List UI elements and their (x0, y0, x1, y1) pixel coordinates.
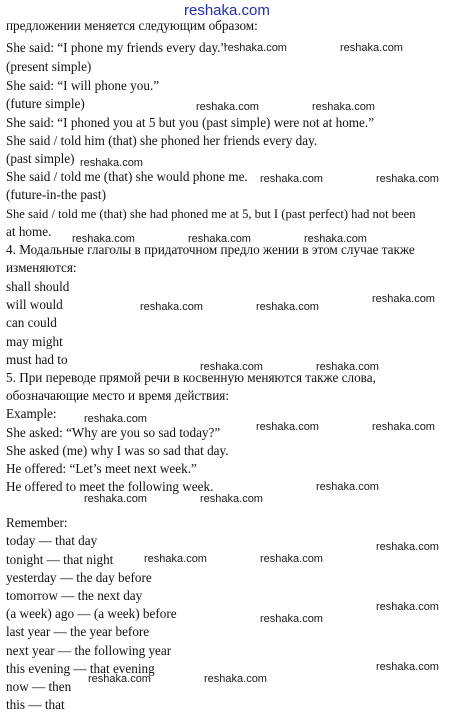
watermark: reshaka.com (84, 413, 147, 425)
watermark: reshaka.com (304, 233, 367, 245)
text-line: (future-in-the past) (6, 187, 106, 202)
section-heading: 4. Модальные глаголы в придаточном предло жении в этом случае также (6, 242, 415, 257)
watermark: reshaka.com (376, 601, 439, 613)
text-line: this — that (6, 697, 65, 712)
watermark: reshaka.com (260, 173, 323, 185)
watermark: reshaka.com (188, 233, 251, 245)
watermark: reshaka.com (140, 301, 203, 313)
text-line: (past simple) (6, 151, 75, 166)
watermark: reshaka.com (204, 673, 267, 685)
text-line: last year — the year before (6, 624, 150, 639)
watermark: reshaka.com (80, 157, 143, 169)
text-line: (future simple) (6, 96, 85, 111)
text-line: next year — the following year (6, 643, 172, 658)
watermark: reshaka.com (312, 101, 375, 113)
watermark: reshaka.com (376, 661, 439, 673)
text-line: (present simple) (6, 59, 92, 74)
text-line: обозначающие место и время действия: (6, 388, 230, 403)
watermark: reshaka.com (372, 293, 435, 305)
text-line: may might (6, 334, 63, 349)
watermark: reshaka.com (144, 553, 207, 565)
watermark: reshaka.com (196, 101, 259, 113)
watermark: reshaka.com (340, 42, 403, 54)
text-line: can could (6, 315, 57, 330)
watermark: reshaka.com (260, 613, 323, 625)
text-line: She said: “I phone my friends every day.” (6, 40, 227, 55)
text-line: предложении меняется следующим образом: (6, 18, 258, 33)
section-heading: 5. При переводе прямой речи в косвенную меняются также слова, (6, 370, 376, 385)
text-line: tonight — that night (6, 552, 114, 567)
text-line: today — that day (6, 533, 98, 548)
text-line: She asked: “Why are you so sad today?” (6, 425, 221, 440)
watermark: reshaka.com (256, 421, 319, 433)
text-line: must had to (6, 352, 68, 367)
text-line: She asked (me) why I was so sad that day. (6, 443, 229, 458)
text-line: изменяются: (6, 260, 77, 275)
watermark: reshaka.com (372, 421, 435, 433)
text-line: at home. (6, 224, 52, 239)
watermark: reshaka.com (376, 541, 439, 553)
text-line: She said: “I will phone you.” (6, 78, 160, 93)
text-line: He offered: “Let’s meet next week.” (6, 461, 197, 476)
site-header[interactable]: reshaka.com (184, 2, 270, 19)
text-line: She said / told me (that) she would phone me. (6, 169, 248, 184)
text-line: She said / told me (that) she had phoned me at 5, but I (past perfect) had not been (6, 207, 416, 221)
watermark: reshaka.com (256, 301, 319, 313)
text-line: shall should (6, 279, 70, 294)
text-line: will would (6, 297, 63, 312)
text-line: this evening — that evening (6, 661, 155, 676)
text-line: now — then (6, 679, 72, 694)
watermark: reshaka.com (316, 481, 379, 493)
watermark: reshaka.com (200, 493, 263, 505)
text-line: She said: “I phoned you at 5 but you (past simple) were not at home.” (6, 115, 375, 130)
watermark: reshaka.com (376, 173, 439, 185)
text-line: tomorrow — the next day (6, 588, 143, 603)
watermark: reshaka.com (200, 361, 263, 373)
watermark: reshaka.com (72, 233, 135, 245)
watermark: reshaka.com (84, 493, 147, 505)
text-line: Example: (6, 406, 57, 421)
watermark: reshaka.com (224, 42, 287, 54)
text-line: He offered to meet the following week. (6, 479, 214, 494)
text-line: (a week) ago — (a week) before (6, 606, 177, 621)
watermark: reshaka.com (316, 361, 379, 373)
text-line: She said / told him (that) she phoned her friends every day. (6, 133, 318, 148)
watermark: reshaka.com (260, 553, 323, 565)
text-line: Remember: (6, 515, 68, 530)
watermark: reshaka.com (88, 673, 151, 685)
text-line: yesterday — the day before (6, 570, 152, 585)
